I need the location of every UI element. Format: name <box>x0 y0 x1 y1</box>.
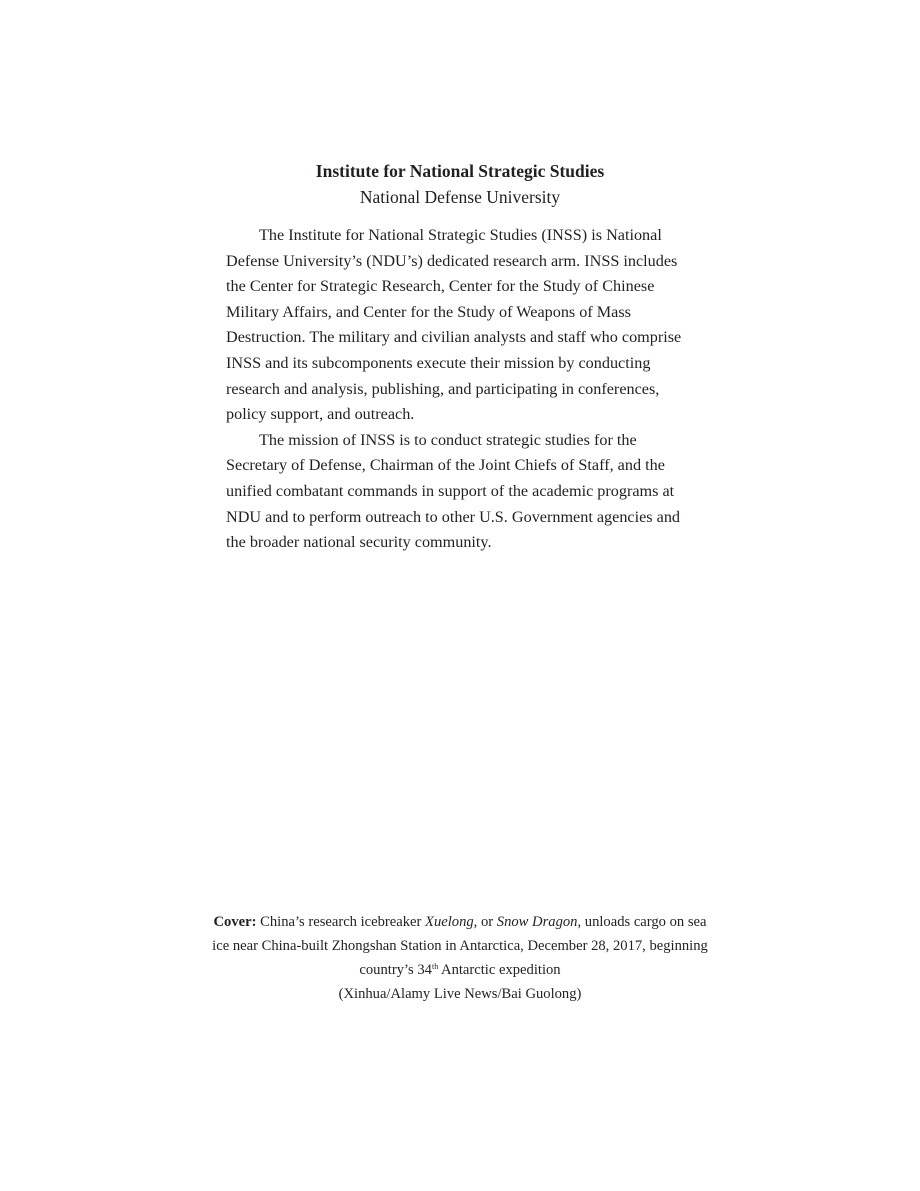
caption-text: China’s research icebreaker <box>256 914 426 930</box>
caption-ordinal-suffix: th <box>431 962 439 971</box>
institute-title: Institute for National Strategic Studies <box>315 161 605 181</box>
caption-label: Cover: <box>213 914 257 930</box>
institute-description <box>226 223 696 556</box>
paragraph-mission: The mission of INSS is to conduct strategic studies for the Secretary of Defense, Chairman of the Joint Chiefs of Staff, and the unified combatant commands in support of the academic programs at NDU and to perform outreach to other U.S. Government agencies and the broader national security community. <box>226 430 681 552</box>
caption-ship-name: Xuelong <box>425 914 474 930</box>
cover-caption <box>210 910 710 1006</box>
caption-text: , unloads cargo on sea ice near China-built Zhongshan Station in Antarctica, December 28, 2017, beginning country’s 34 <box>212 914 708 978</box>
university-subtitle: National Defense University <box>359 187 561 207</box>
page-header <box>0 158 920 210</box>
caption-ship-alias: Snow Dragon <box>496 914 578 930</box>
caption-photo-credit: (Xinhua/Alamy Live News/Bai Guolong) <box>338 986 582 1002</box>
paragraph-overview: The Institute for National Strategic Studies (INSS) is National Defense University’s (NDU’s) dedicated research arm. INSS includes the Center for Strategic Research, Center for the Study of Chinese Military Affairs, and Center for the Study of Weapons of Mass Destruction. The military and civilian analysts and staff who comprise INSS and its subcomponents execute their mission by conducting research and analysis, publishing, and participating in conferences, policy support, and outreach. <box>226 226 682 424</box>
caption-text: , or <box>473 914 497 930</box>
caption-text: Antarctic expedition <box>438 962 561 978</box>
